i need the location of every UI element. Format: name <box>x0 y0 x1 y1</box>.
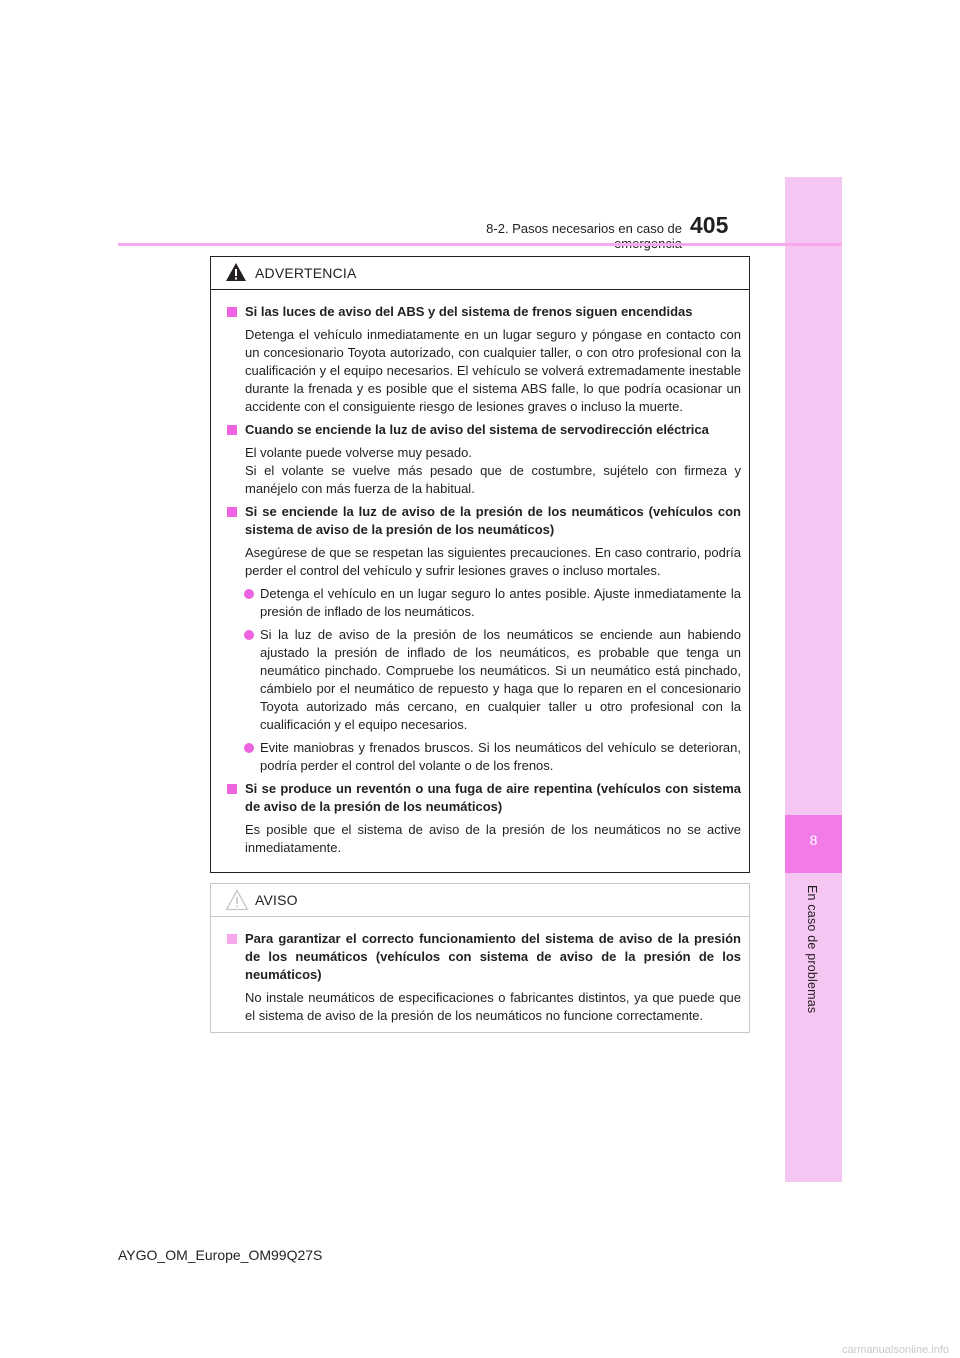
item-paragraph: Asegúrese de que se respetan las siguientes precauciones. En caso contrario, podría perder el control del vehículo y sufrir lesiones graves o incluso mortales. <box>245 545 741 578</box>
round-bullet-icon <box>244 630 254 640</box>
warning-box-header <box>211 257 749 290</box>
warning-box-title: ADVERTENCIA <box>255 265 357 281</box>
chapter-side-tab <box>785 177 842 1182</box>
warning-box-content <box>211 290 749 857</box>
notice-box-header <box>211 884 749 917</box>
square-bullet-icon <box>227 934 237 944</box>
list-item-text: Detenga el vehículo en un lugar seguro lo antes posible. Ajuste inmediatamente la presión de inflado de los neumáticos. <box>260 586 741 619</box>
square-bullet-icon <box>227 784 237 794</box>
warning-triangle-icon <box>225 262 247 282</box>
page-number: 405 <box>690 212 729 238</box>
item-heading-text: Si se enciende la luz de aviso de la presión de los neumáticos (vehículos con sistema de aviso de la presión de los neumáticos) <box>245 504 741 537</box>
round-bullet-icon <box>244 743 254 753</box>
item-heading-text: Si las luces de aviso del ABS y del sistema de frenos siguen encendidas <box>245 304 693 319</box>
square-bullet-icon <box>227 425 237 435</box>
notice-box-content <box>211 917 749 1025</box>
watermark: carmanualsonline.info <box>842 1344 950 1356</box>
item-heading <box>227 421 741 439</box>
notice-box <box>210 883 750 1033</box>
item-heading <box>227 780 741 816</box>
item-heading <box>227 503 741 539</box>
document-code: AYGO_OM_Europe_OM99Q27S <box>118 1247 323 1263</box>
item-paragraph: No instale neumáticos de especificaciones o fabricantes distintos, ya que puede que el sistema de aviso de la presión de los neumáticos no funcione correctamente. <box>245 990 741 1023</box>
square-bullet-icon <box>227 307 237 317</box>
item-heading <box>227 930 741 984</box>
warning-box <box>210 256 750 873</box>
list-item-text: Evite maniobras y frenados bruscos. Si los neumáticos del vehículo se deterioran, podría perder el control del volante o de los frenos. <box>260 740 741 773</box>
header-rule <box>118 243 842 246</box>
caution-triangle-outline-icon <box>225 889 249 911</box>
round-bullet-icon <box>244 589 254 599</box>
list-item <box>227 626 741 734</box>
item-heading <box>227 303 741 321</box>
item-paragraph: El volante puede volverse muy pesado. Si el volante se vuelve más pesado que de costumbre, sujételo con firmeza y manéjelo con más fuerza de la habitual. <box>245 445 741 496</box>
notice-box-title: AVISO <box>255 892 298 908</box>
chapter-title: En caso de problemas <box>805 885 819 1014</box>
item-heading-text: Si se produce un reventón o una fuga de aire repentina (vehículos con sistema de aviso de la presión de los neumáticos) <box>245 781 741 814</box>
item-paragraph: Es posible que el sistema de aviso de la presión de los neumáticos no se active inmediatamente. <box>245 822 741 855</box>
item-paragraph: Detenga el vehículo inmediatamente en un lugar seguro y póngase en contacto con un concesionario Toyota autorizado, con cualquier taller, o con otro profesional con la cualificación y el equipo necesarios. El vehículo se volverá extremadamente inestable durante la frenada y es posible que el sistema ABS falle, lo que podría ocasionar un accidente con el consiguiente riesgo de lesiones graves o incluso la muerte. <box>245 327 741 414</box>
list-item <box>227 739 741 775</box>
list-item-text: Si la luz de aviso de la presión de los neumáticos se enciende aun habiendo ajustado la presión de inflado de los neumáticos, es probable que tenga un neumático pinchado. Compruebe los neumáticos. Si un neumático está pinchado, cámbielo por el neumático de repuesto y haga que lo reparen en el concesionario Toyota autorizado más cercano, en cualquier taller u otro profesional con la cualificación y el equipo necesarios. <box>260 627 741 732</box>
list-item <box>227 585 741 621</box>
chapter-number: 8 <box>809 832 818 848</box>
item-heading-text: Para garantizar el correcto funcionamiento del sistema de aviso de la presión de los neumáticos (vehículos con sistema de aviso de la presión de los neumáticos) <box>245 931 741 982</box>
section-title: 8-2. Pasos necesarios en caso de <box>486 221 682 236</box>
square-bullet-icon <box>227 507 237 517</box>
item-heading-text: Cuando se enciende la luz de aviso del sistema de servodirección eléctrica <box>245 422 709 437</box>
